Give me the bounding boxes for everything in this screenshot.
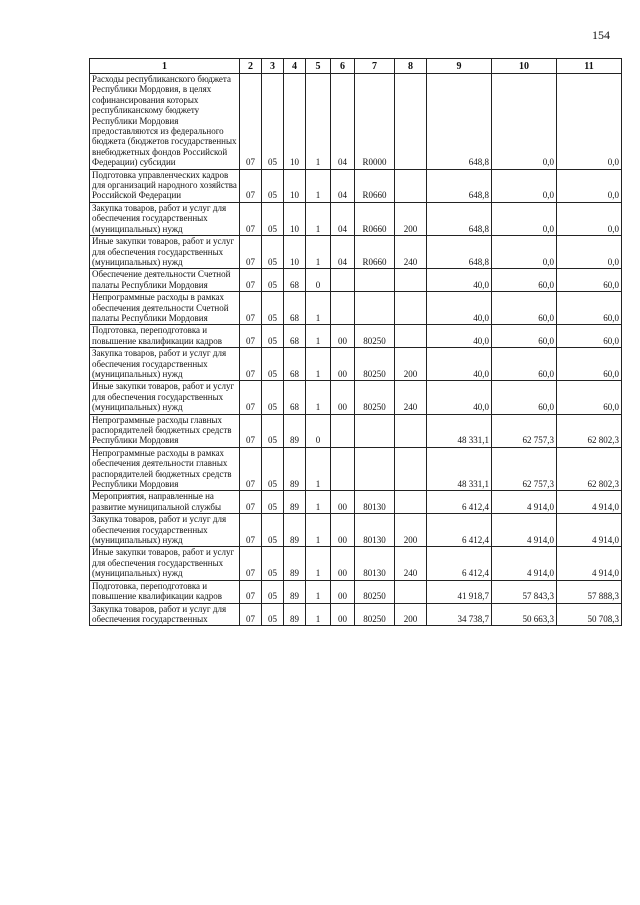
subsection-code-cell: 05 xyxy=(262,236,284,269)
column-header: 6 xyxy=(331,59,355,74)
expense-type-cell: 200 xyxy=(395,202,427,235)
expense-type-cell: 200 xyxy=(395,514,427,547)
subsection-code-cell: 05 xyxy=(262,348,284,381)
section-code-cell: 07 xyxy=(240,74,262,170)
row-name-cell: Подготовка управленческих кадров для организаций народного хозяйства Российской Федерации xyxy=(90,169,240,202)
subsection-code-cell: 05 xyxy=(262,292,284,325)
direction-code-cell: R0000 xyxy=(355,74,395,170)
expense-type-cell: 240 xyxy=(395,381,427,414)
subsection-code-cell: 05 xyxy=(262,325,284,348)
program-code-cell: 10 xyxy=(284,236,306,269)
direction-code-cell: R0660 xyxy=(355,236,395,269)
expense-type-cell xyxy=(395,491,427,514)
column-header: 2 xyxy=(240,59,262,74)
section-code-cell: 07 xyxy=(240,414,262,447)
direction-code-cell: R0660 xyxy=(355,202,395,235)
subprogram-code-cell: 0 xyxy=(306,414,331,447)
column-header: 8 xyxy=(395,59,427,74)
amount-cell: 40,0 xyxy=(427,325,492,348)
row-name-cell: Закупка товаров, работ и услуг для обеспечения государственных xyxy=(90,603,240,626)
amount-cell: 62 757,3 xyxy=(492,447,557,491)
section-code-cell: 07 xyxy=(240,603,262,626)
event-code-cell: 04 xyxy=(331,74,355,170)
amount-cell: 60,0 xyxy=(557,381,622,414)
event-code-cell: 00 xyxy=(331,547,355,580)
event-code-cell: 00 xyxy=(331,491,355,514)
row-name-cell: Мероприятия, направленные на развитие муниципальной службы xyxy=(90,491,240,514)
subprogram-code-cell: 1 xyxy=(306,514,331,547)
subprogram-code-cell: 1 xyxy=(306,580,331,603)
amount-cell: 6 412,4 xyxy=(427,514,492,547)
amount-cell: 4 914,0 xyxy=(492,547,557,580)
amount-cell: 57 888,3 xyxy=(557,580,622,603)
subsection-code-cell: 05 xyxy=(262,447,284,491)
row-name-cell: Обеспечение деятельности Счетной палаты Республики Мордовия xyxy=(90,269,240,292)
event-code-cell: 00 xyxy=(331,325,355,348)
expense-type-cell: 200 xyxy=(395,603,427,626)
subprogram-code-cell: 1 xyxy=(306,74,331,170)
expense-type-cell: 240 xyxy=(395,547,427,580)
column-header: 9 xyxy=(427,59,492,74)
amount-cell: 40,0 xyxy=(427,269,492,292)
amount-cell: 0,0 xyxy=(557,202,622,235)
subsection-code-cell: 05 xyxy=(262,414,284,447)
amount-cell: 4 914,0 xyxy=(492,491,557,514)
program-code-cell: 68 xyxy=(284,269,306,292)
direction-code-cell: R0660 xyxy=(355,169,395,202)
row-name-cell: Закупка товаров, работ и услуг для обеспечения государственных (муниципальных) нужд xyxy=(90,514,240,547)
expense-type-cell xyxy=(395,414,427,447)
amount-cell: 62 757,3 xyxy=(492,414,557,447)
expense-type-cell xyxy=(395,74,427,170)
amount-cell: 40,0 xyxy=(427,348,492,381)
section-code-cell: 07 xyxy=(240,514,262,547)
event-code-cell: 00 xyxy=(331,348,355,381)
program-code-cell: 89 xyxy=(284,547,306,580)
amount-cell: 57 843,3 xyxy=(492,580,557,603)
program-code-cell: 89 xyxy=(284,447,306,491)
table-row xyxy=(90,325,622,348)
direction-code-cell: 80250 xyxy=(355,381,395,414)
direction-code-cell xyxy=(355,447,395,491)
amount-cell: 62 802,3 xyxy=(557,447,622,491)
amount-cell: 60,0 xyxy=(557,292,622,325)
expense-type-cell xyxy=(395,292,427,325)
column-header: 1 xyxy=(90,59,240,74)
column-header: 4 xyxy=(284,59,306,74)
section-code-cell: 07 xyxy=(240,325,262,348)
budget-table xyxy=(89,58,622,626)
amount-cell: 60,0 xyxy=(492,348,557,381)
expense-type-cell xyxy=(395,169,427,202)
table-row xyxy=(90,74,622,170)
program-code-cell: 68 xyxy=(284,381,306,414)
expense-type-cell xyxy=(395,447,427,491)
section-code-cell: 07 xyxy=(240,491,262,514)
amount-cell: 60,0 xyxy=(492,381,557,414)
program-code-cell: 89 xyxy=(284,603,306,626)
expense-type-cell xyxy=(395,325,427,348)
row-name-cell: Подготовка, переподготовка и повышение квалификации кадров xyxy=(90,325,240,348)
direction-code-cell: 80250 xyxy=(355,348,395,381)
row-name-cell: Иные закупки товаров, работ и услуг для обеспечения государственных (муниципальных) нужд xyxy=(90,236,240,269)
table-row xyxy=(90,514,622,547)
amount-cell: 0,0 xyxy=(492,74,557,170)
subsection-code-cell: 05 xyxy=(262,514,284,547)
amount-cell: 0,0 xyxy=(557,169,622,202)
event-code-cell: 00 xyxy=(331,514,355,547)
subprogram-code-cell: 1 xyxy=(306,491,331,514)
section-code-cell: 07 xyxy=(240,292,262,325)
section-code-cell: 07 xyxy=(240,169,262,202)
amount-cell: 60,0 xyxy=(492,269,557,292)
section-code-cell: 07 xyxy=(240,348,262,381)
row-name-cell: Непрограммные расходы в рамках обеспечения деятельности Счетной палаты Республики Мордовия xyxy=(90,292,240,325)
table-row xyxy=(90,269,622,292)
amount-cell: 60,0 xyxy=(557,325,622,348)
direction-code-cell: 80250 xyxy=(355,580,395,603)
row-name-cell: Расходы республиканского бюджета Республики Мордовия, в целях софинансирования которых республиканскому бюджету Республики Мордовия предоставляются из федерального бюджета (бюджетов государственных внебюджетных фондов Российской Федерации) субсидии xyxy=(90,74,240,170)
amount-cell: 648,8 xyxy=(427,169,492,202)
expense-type-cell xyxy=(395,269,427,292)
subprogram-code-cell: 1 xyxy=(306,236,331,269)
subsection-code-cell: 05 xyxy=(262,603,284,626)
event-code-cell: 00 xyxy=(331,603,355,626)
amount-cell: 0,0 xyxy=(492,169,557,202)
program-code-cell: 89 xyxy=(284,514,306,547)
row-name-cell: Непрограммные расходы в рамках обеспечения деятельности главных распорядителей бюджетных средств Республики Мордовия xyxy=(90,447,240,491)
page-number: 154 xyxy=(592,28,610,42)
direction-code-cell xyxy=(355,414,395,447)
table-row xyxy=(90,580,622,603)
amount-cell: 4 914,0 xyxy=(492,514,557,547)
section-code-cell: 07 xyxy=(240,202,262,235)
amount-cell: 50 708,3 xyxy=(557,603,622,626)
event-code-cell: 04 xyxy=(331,169,355,202)
amount-cell: 6 412,4 xyxy=(427,491,492,514)
row-name-cell: Непрограммные расходы главных распорядителей бюджетных средств Республики Мордовия xyxy=(90,414,240,447)
table-row xyxy=(90,414,622,447)
table-row xyxy=(90,202,622,235)
table-row xyxy=(90,381,622,414)
amount-cell: 4 914,0 xyxy=(557,491,622,514)
table-row xyxy=(90,547,622,580)
subsection-code-cell: 05 xyxy=(262,202,284,235)
event-code-cell xyxy=(331,447,355,491)
amount-cell: 48 331,1 xyxy=(427,414,492,447)
table-row xyxy=(90,491,622,514)
table-row xyxy=(90,603,622,626)
program-code-cell: 89 xyxy=(284,580,306,603)
program-code-cell: 10 xyxy=(284,169,306,202)
direction-code-cell: 80130 xyxy=(355,491,395,514)
direction-code-cell: 80130 xyxy=(355,514,395,547)
direction-code-cell xyxy=(355,292,395,325)
section-code-cell: 07 xyxy=(240,269,262,292)
subsection-code-cell: 05 xyxy=(262,381,284,414)
subprogram-code-cell: 1 xyxy=(306,381,331,414)
subprogram-code-cell: 1 xyxy=(306,292,331,325)
amount-cell: 0,0 xyxy=(557,74,622,170)
direction-code-cell: 80130 xyxy=(355,547,395,580)
amount-cell: 40,0 xyxy=(427,292,492,325)
direction-code-cell: 80250 xyxy=(355,325,395,348)
section-code-cell: 07 xyxy=(240,381,262,414)
column-header: 7 xyxy=(355,59,395,74)
amount-cell: 4 914,0 xyxy=(557,547,622,580)
subprogram-code-cell: 1 xyxy=(306,348,331,381)
event-code-cell: 04 xyxy=(331,202,355,235)
amount-cell: 648,8 xyxy=(427,236,492,269)
amount-cell: 0,0 xyxy=(557,236,622,269)
table-body xyxy=(90,74,622,626)
table-row xyxy=(90,348,622,381)
program-code-cell: 89 xyxy=(284,491,306,514)
subsection-code-cell: 05 xyxy=(262,491,284,514)
row-name-cell: Иные закупки товаров, работ и услуг для обеспечения государственных (муниципальных) нужд xyxy=(90,381,240,414)
event-code-cell: 00 xyxy=(331,381,355,414)
direction-code-cell xyxy=(355,269,395,292)
expense-type-cell xyxy=(395,580,427,603)
table-row xyxy=(90,447,622,491)
event-code-cell: 04 xyxy=(331,236,355,269)
amount-cell: 0,0 xyxy=(492,236,557,269)
program-code-cell: 89 xyxy=(284,414,306,447)
subsection-code-cell: 05 xyxy=(262,74,284,170)
section-code-cell: 07 xyxy=(240,236,262,269)
amount-cell: 50 663,3 xyxy=(492,603,557,626)
amount-cell: 648,8 xyxy=(427,74,492,170)
program-code-cell: 68 xyxy=(284,348,306,381)
program-code-cell: 10 xyxy=(284,74,306,170)
section-code-cell: 07 xyxy=(240,547,262,580)
amount-cell: 60,0 xyxy=(492,292,557,325)
column-header: 11 xyxy=(557,59,622,74)
row-name-cell: Иные закупки товаров, работ и услуг для обеспечения государственных (муниципальных) нужд xyxy=(90,547,240,580)
column-header: 10 xyxy=(492,59,557,74)
amount-cell: 0,0 xyxy=(492,202,557,235)
table-row xyxy=(90,169,622,202)
event-code-cell xyxy=(331,414,355,447)
subsection-code-cell: 05 xyxy=(262,169,284,202)
table-row xyxy=(90,292,622,325)
amount-cell: 48 331,1 xyxy=(427,447,492,491)
subprogram-code-cell: 1 xyxy=(306,169,331,202)
section-code-cell: 07 xyxy=(240,580,262,603)
section-code-cell: 07 xyxy=(240,447,262,491)
expense-type-cell: 240 xyxy=(395,236,427,269)
amount-cell: 34 738,7 xyxy=(427,603,492,626)
subprogram-code-cell: 0 xyxy=(306,269,331,292)
subsection-code-cell: 05 xyxy=(262,547,284,580)
amount-cell: 60,0 xyxy=(492,325,557,348)
subprogram-code-cell: 1 xyxy=(306,325,331,348)
amount-cell: 62 802,3 xyxy=(557,414,622,447)
amount-cell: 41 918,7 xyxy=(427,580,492,603)
table-row xyxy=(90,236,622,269)
expense-type-cell: 200 xyxy=(395,348,427,381)
subsection-code-cell: 05 xyxy=(262,269,284,292)
amount-cell: 4 914,0 xyxy=(557,514,622,547)
amount-cell: 648,8 xyxy=(427,202,492,235)
subprogram-code-cell: 1 xyxy=(306,202,331,235)
row-name-cell: Закупка товаров, работ и услуг для обеспечения государственных (муниципальных) нужд xyxy=(90,202,240,235)
amount-cell: 60,0 xyxy=(557,348,622,381)
subprogram-code-cell: 1 xyxy=(306,603,331,626)
amount-cell: 6 412,4 xyxy=(427,547,492,580)
row-name-cell: Подготовка, переподготовка и повышение квалификации кадров xyxy=(90,580,240,603)
subsection-code-cell: 05 xyxy=(262,580,284,603)
table-header-row xyxy=(90,59,622,74)
amount-cell: 40,0 xyxy=(427,381,492,414)
event-code-cell xyxy=(331,269,355,292)
column-header: 3 xyxy=(262,59,284,74)
program-code-cell: 10 xyxy=(284,202,306,235)
column-header: 5 xyxy=(306,59,331,74)
event-code-cell xyxy=(331,292,355,325)
subprogram-code-cell: 1 xyxy=(306,547,331,580)
direction-code-cell: 80250 xyxy=(355,603,395,626)
row-name-cell: Закупка товаров, работ и услуг для обеспечения государственных (муниципальных) нужд xyxy=(90,348,240,381)
subprogram-code-cell: 1 xyxy=(306,447,331,491)
event-code-cell: 00 xyxy=(331,580,355,603)
program-code-cell: 68 xyxy=(284,325,306,348)
amount-cell: 60,0 xyxy=(557,269,622,292)
program-code-cell: 68 xyxy=(284,292,306,325)
